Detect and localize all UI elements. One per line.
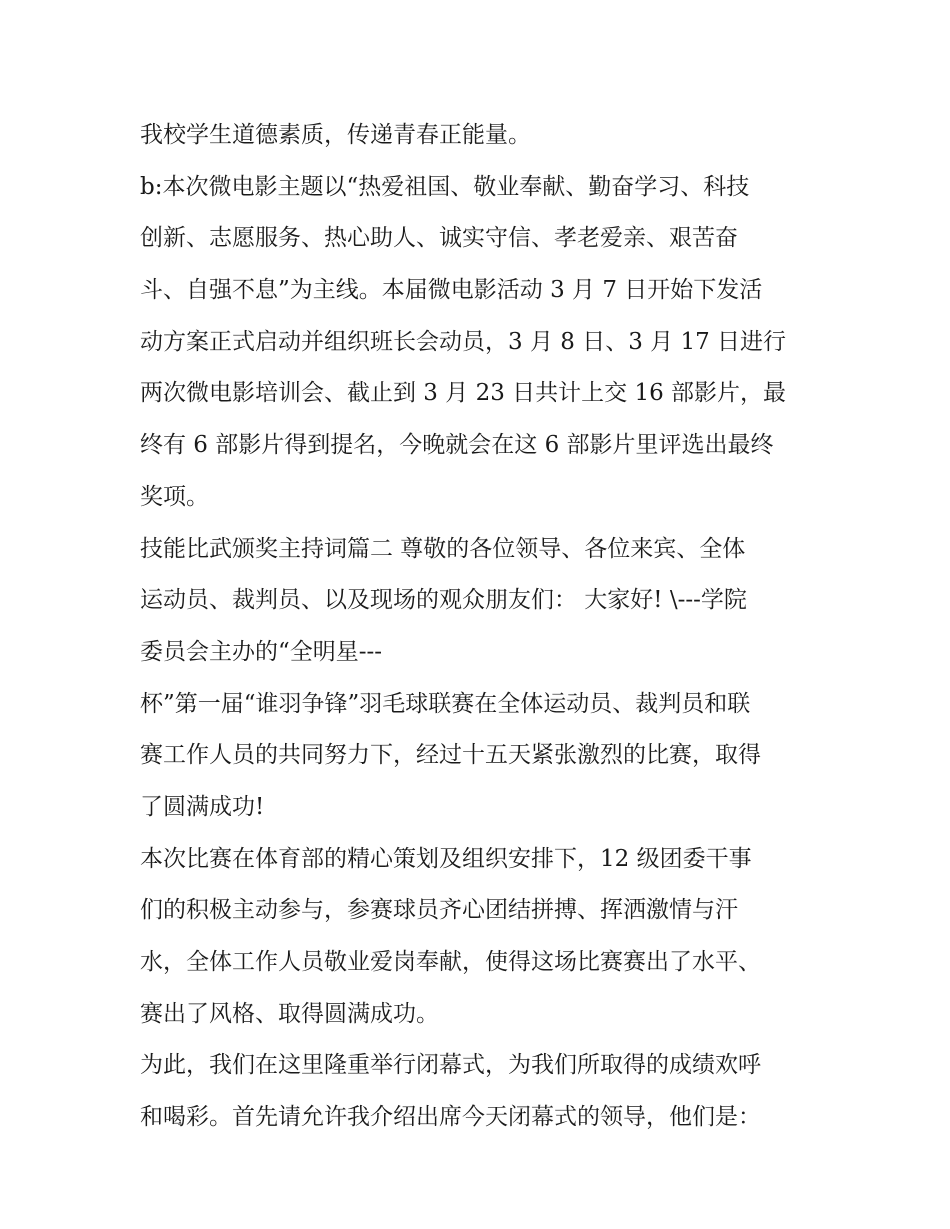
- text-line: 们的积极主动参与，参赛球员齐心团结拼搏、挥洒激情与汗: [140, 897, 738, 924]
- text-line: b:本次微电影主题以“热爱祖国、敬业奉献、勤奋学习、科技: [140, 173, 750, 200]
- text-line: 赛工作人员的共同努力下，经过十五天紧张激烈的比赛，取得: [140, 742, 761, 769]
- text-line: 动方案正式启动并组织班长会动员，3 月 8 日、3 月 17 日进行: [140, 328, 787, 355]
- text-line: 我校学生道德素质，传递青春正能量。: [140, 122, 531, 148]
- text-line: 本次比赛在体育部的精心策划及组织安排下，12 级团委干事: [140, 845, 752, 872]
- text-line: 两次微电影培训会、截止到 3 月 23 日共计上交 16 部影片，最: [140, 380, 787, 407]
- text-line: 委员会主办的“全明星---: [140, 638, 383, 665]
- text-line: 赛出了风格、取得圆满成功。: [140, 1000, 439, 1027]
- document-body: [140, 110, 820, 1144]
- text-line: 创新、志愿服务、热心助人、诚实守信、孝老爱亲、艰苦奋: [140, 225, 738, 252]
- text-line: 了圆满成功!: [140, 793, 265, 820]
- text-line: 奖项。: [140, 483, 209, 510]
- text-line: 水，全体工作人员敬业爱岗奉献，使得这场比赛赛出了水平、: [140, 949, 761, 975]
- text-line: 斗、自强不息”为主线。本届微电影活动 3 月 7 日开始下发活: [140, 277, 763, 304]
- text-line: 运动员、裁判员、以及现场的观众朋友们： 大家好! \---学院: [140, 587, 747, 614]
- text-line: 终有 6 部影片得到提名，今晚就会在这 6 部影片里评选出最终: [140, 432, 774, 459]
- text-line: 和喝彩。首先请允许我介绍出席今天闭幕式的领导，他们是：: [140, 1104, 761, 1131]
- text-line: 杯”第一届“谁羽争锋”羽毛球联赛在全体运动员、裁判员和联: [140, 690, 751, 717]
- text-line: 技能比武颁奖主持词篇二 尊敬的各位领导、各位来宾、全体: [140, 535, 746, 562]
- text-line: 为此，我们在这里隆重举行闭幕式，为我们所取得的成绩欢呼: [140, 1052, 761, 1079]
